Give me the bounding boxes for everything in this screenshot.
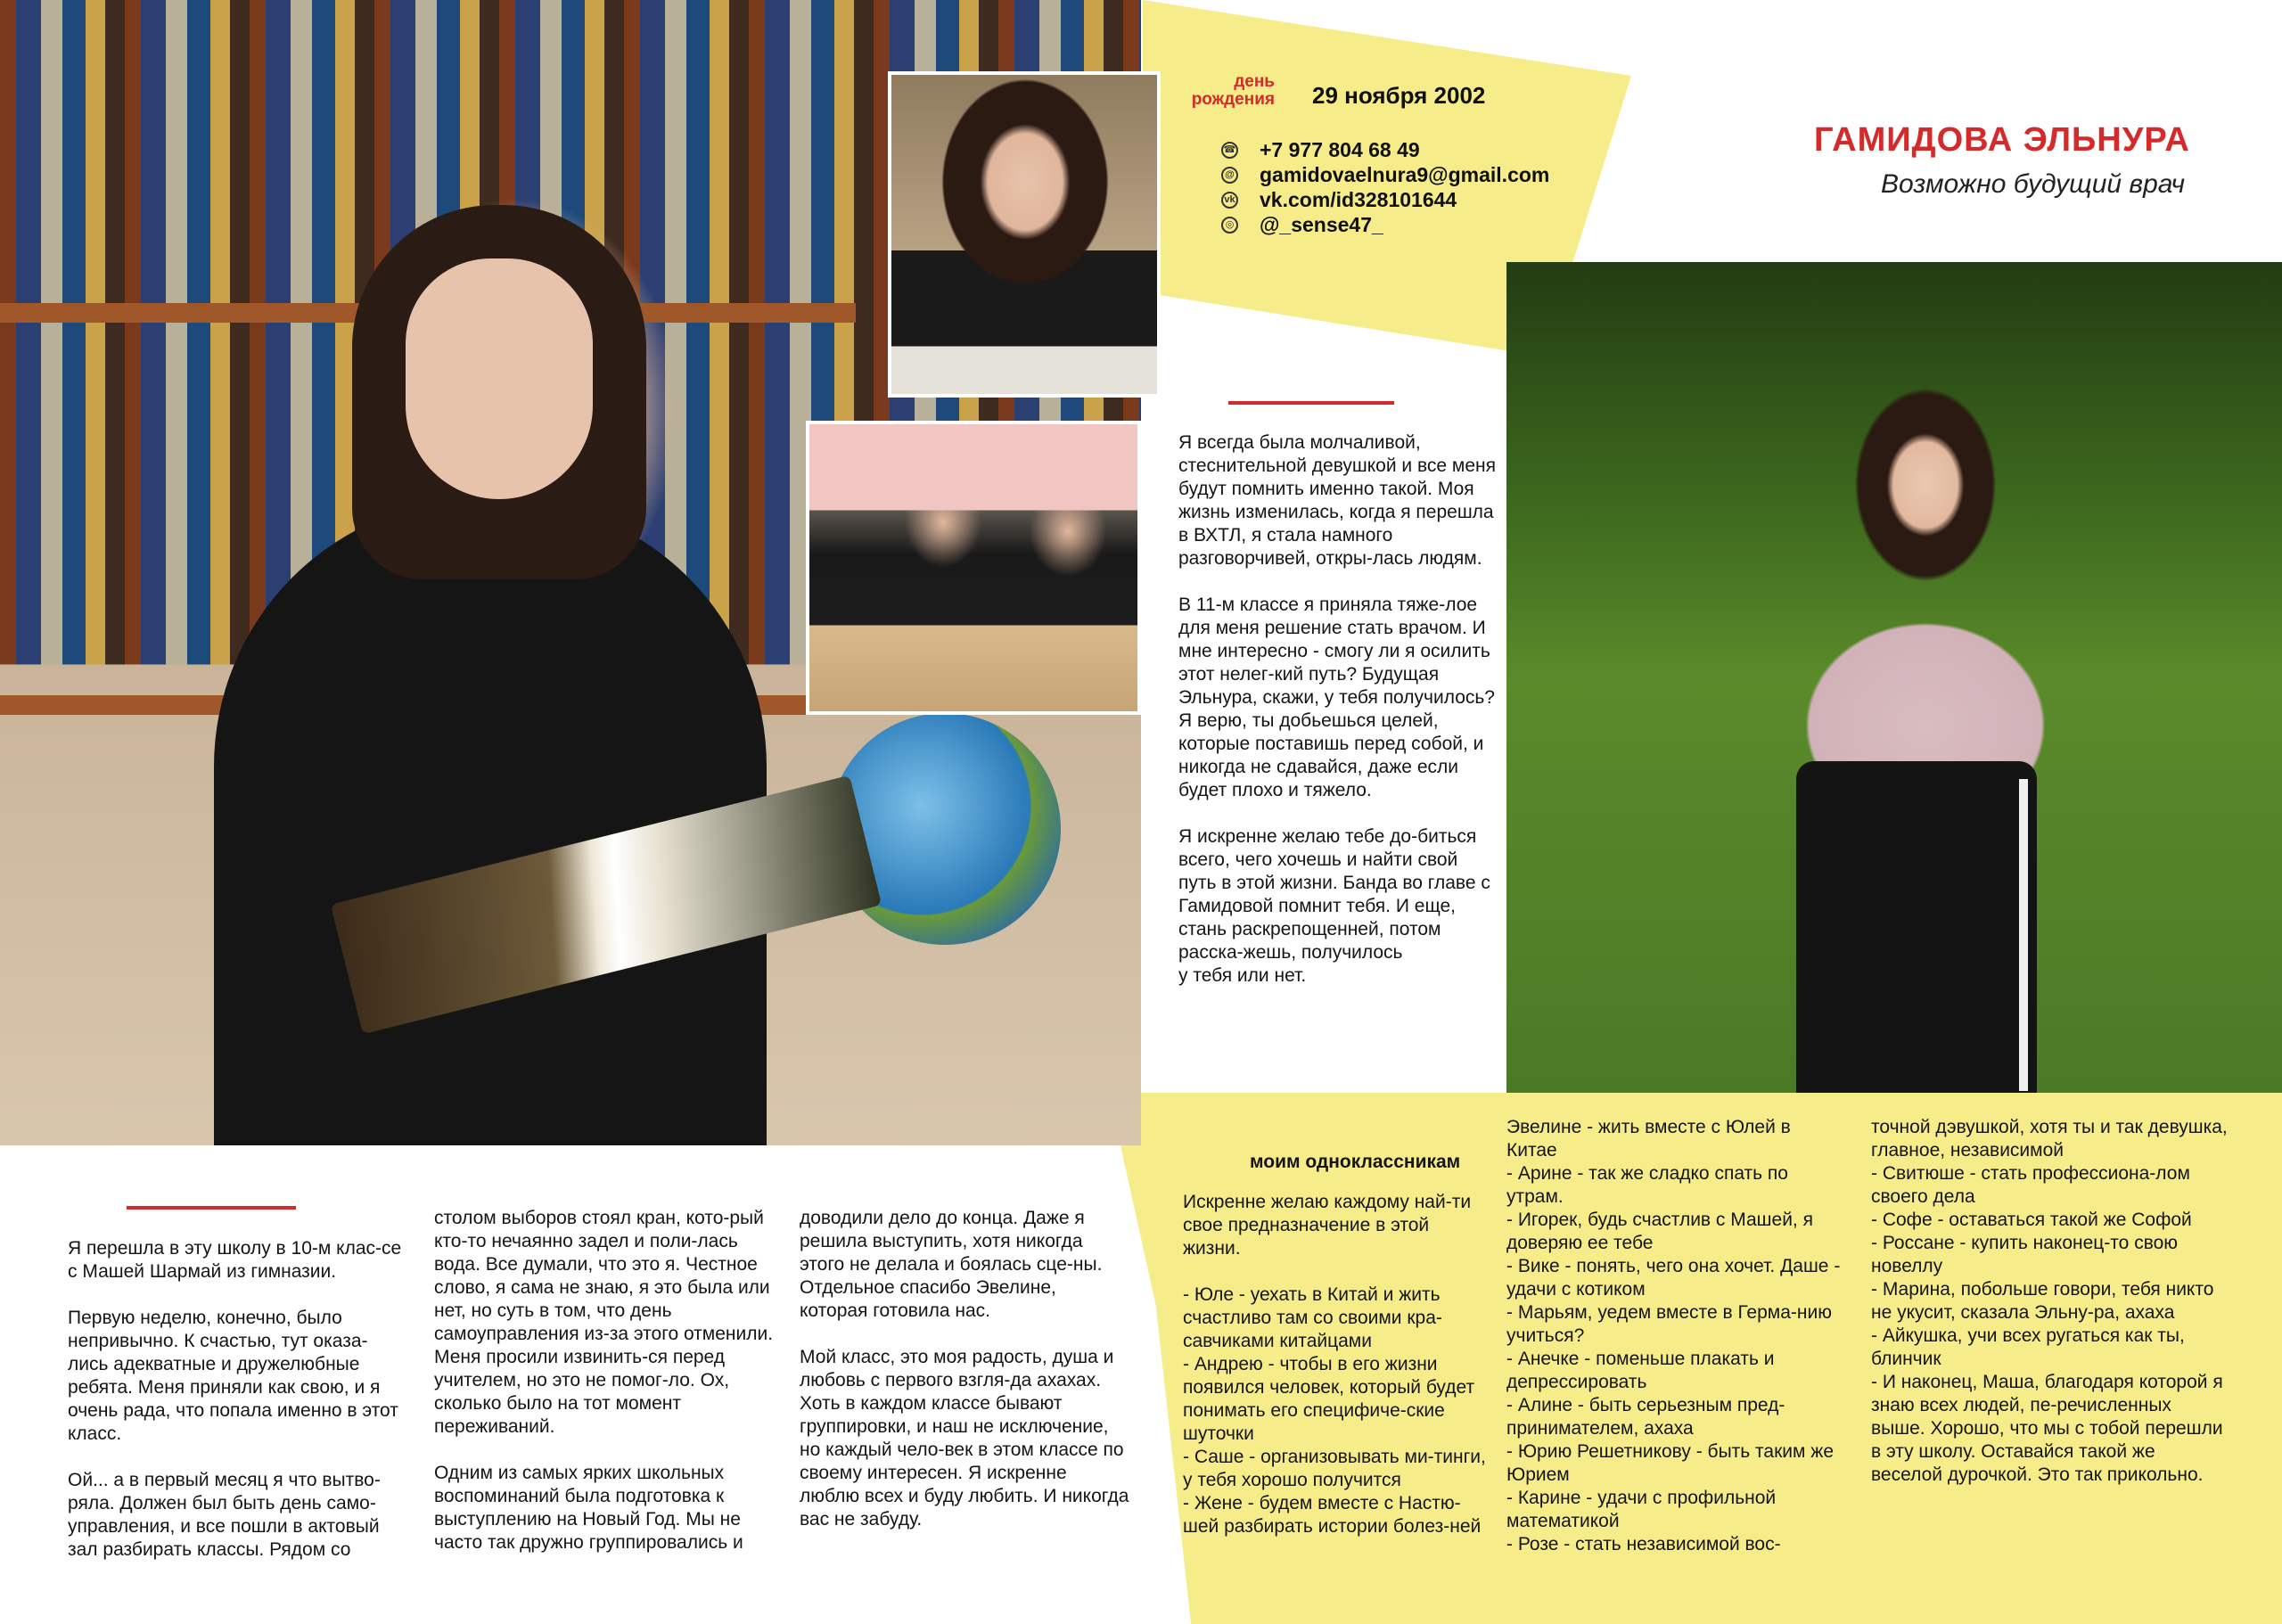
contact-instagram-value: @_sense47_ — [1260, 213, 1383, 236]
message-paragraph: Я всегда была молчаливой, стеснительной девушкой и все меня будут помнить именно такой. Моя жизнь изменилась, когда я перешла в ВХТЛ, я стала намного разговорчивей, откры-лась людям. — [1178, 432, 1497, 569]
message-paragraph: В 11-м классе я приняла тяже-лое для меня решение стать врачом. И мне интересно - смогу ли я осилить этот нелег-кий путь? Будущая Эльнура, скажи, у тебя получилось? Я верю, ты добьешься целей, которые поставишь перед собой, и никогда не сдавайся, даже если будет плохо и тяжело. — [1178, 595, 1495, 800]
classmates-text: точной дэвушкой, хотя ты и так девушка, главное, независимой - Свитюше - стать профессиона-лом своего дела - Софе - оставаться такой же Софой - Россане - купить наконец-то свою новеллу - Марина, побольше говори, тебя никто не укусит, сказала Эльну-ра, ахаха - Айкушка, учи всех ругаться как ты, блинчик - И наконец, Маша, благодаря которой я знаю всех людей, пе-речисленных выше. Хорошо, что мы с тобой перешли в эту школу. Оставайся такой же веселой дурочкой. Это так прикольно. — [1871, 1117, 2228, 1485]
girl-trousers — [1796, 761, 2037, 1093]
story-column-3 — [800, 1207, 1129, 1554]
classmates-title: моим одноклассникам — [1250, 1152, 1461, 1172]
message-column — [1178, 431, 1499, 1011]
message-paragraph: Я искренне желаю тебе до-биться всего, чего хочешь и найти свой путь в этой жизни. Банда во главе с Гамидовой помнит тебя. И еще, стань раскрепощенней, потом расска-жешь, получилось у тебя или нет. — [1178, 826, 1490, 986]
red-divider — [127, 1206, 296, 1210]
contact-email — [1221, 162, 1549, 187]
contact-vk — [1221, 187, 1549, 212]
classmates-text: Искренне желаю каждому най-ти свое предназначение в этой жизни. - Юле - уехать в Китай и жить счастливо там со своими кра-савчиками китайцами - Андрею - чтобы в его жизни появился человек, который будет понимать его специфиче-ские шуточки - Саше - организовывать ми-тинги, у тебя хорошо получится - Жене - будем вместе с Настю-шей разбирать истории болез-ней — [1183, 1192, 1486, 1537]
thumbnail-photo-thinking — [888, 71, 1161, 398]
story-paragraph: столом выборов стоял кран, кото-рый кто-то нечаянно задел и поли-лась вода. Все думали, что это я. Честное слово, я сама не знаю, я это была или нет, но суть в том, что день самоуправления из-за этого отменили. Меня просили извинить-ся перед учителем, но это не помог-ло. Ох, сколько было на тот момент переживаний. — [434, 1208, 774, 1437]
story-paragraph: Мой класс, это моя радость, душа и любовь с первого взгля-да ахахах. Хоть в каждом классе бывают группировки, и наш не исключение, но каждый чело-век в этом классе по своему интересен. Я искренне люблю всех и буду любить. И никогда вас не забуду. — [800, 1347, 1129, 1530]
email-icon: @ — [1221, 167, 1238, 184]
red-divider — [1228, 401, 1394, 405]
story-paragraph: Первую неделю, конечно, было непривычно. К счастью, тут оказа-лись адекватные и дружелюбные ребята. Меня приняли как свою, и я очень рада, что попала именно в этот класс. — [68, 1308, 398, 1444]
story-column-1 — [68, 1237, 406, 1585]
thumbnail-photo-classroom — [806, 421, 1141, 715]
student-name: ГАМИДОВА ЭЛЬНУРА — [1814, 121, 2190, 159]
contact-instagram — [1221, 212, 1549, 237]
contact-vk-value: vk.com/id328101644 — [1260, 188, 1457, 211]
vk-icon: vk — [1221, 192, 1238, 209]
phone-icon: ☎ — [1221, 142, 1238, 159]
girl-face — [406, 258, 593, 499]
classmates-column-3 — [1871, 1116, 2228, 1510]
trousers-stripe — [2019, 779, 2028, 1091]
story-paragraph: Я перешла в эту школу в 10-м клас-се с Машей Шармай из гимназии. — [68, 1238, 402, 1282]
classmates-column-1 — [1183, 1191, 1486, 1562]
outdoor-portrait-photo — [1506, 262, 2282, 1093]
birthday-value: 29 ноября 2002 — [1312, 82, 1486, 109]
story-paragraph: Ой... а в первый месяц я что вытво-ряла. Должен был быть день само-управления, и все пошли в актовый зал разбирать классы. Рядом со — [68, 1470, 381, 1560]
contacts-list — [1221, 137, 1549, 237]
story-paragraph: доводили дело до конца. Даже я решила выступить, хотя никогда этого не делала и боялась сце-ны. Отдельное спасибо Эвелине, которая готовила нас. — [800, 1208, 1103, 1321]
globe — [829, 713, 1061, 945]
story-paragraph: Одним из самых ярких школьных воспоминаний была подготовка к выступлению на Новый Год. Мы не часто так дружно группировались и — [434, 1463, 743, 1553]
classmates-text: Эвелине - жить вместе с Юлей в Китае - Арине - так же сладко спать по утрам. - Игорек, будь счастлив с Машей, я доверяю ее тебе - Вике - понять, чего она хочет. Даше - удачи с котиком - Марьям, уедем вместе в Герма-нию учиться? - Анечке - поменьше плакать и депрессировать - Алине - быть серьезным пред-принимателем, ахаха - Юрию Решетникову - быть таким же Юрием - Карине - удачи с профильной математикой - Розе - стать независимой вос- — [1506, 1117, 1841, 1554]
birthday-label: день рождения — [1191, 72, 1275, 109]
student-tagline: Возможно будущий врач — [1881, 169, 2185, 199]
contact-phone — [1221, 137, 1549, 162]
instagram-icon: ◎ — [1221, 217, 1238, 234]
classmates-column-2 — [1506, 1116, 1845, 1579]
contact-email-value: gamidovaelnura9@gmail.com — [1260, 163, 1550, 186]
story-column-2 — [434, 1207, 782, 1578]
contact-phone-value: +7 977 804 68 49 — [1260, 138, 1420, 161]
